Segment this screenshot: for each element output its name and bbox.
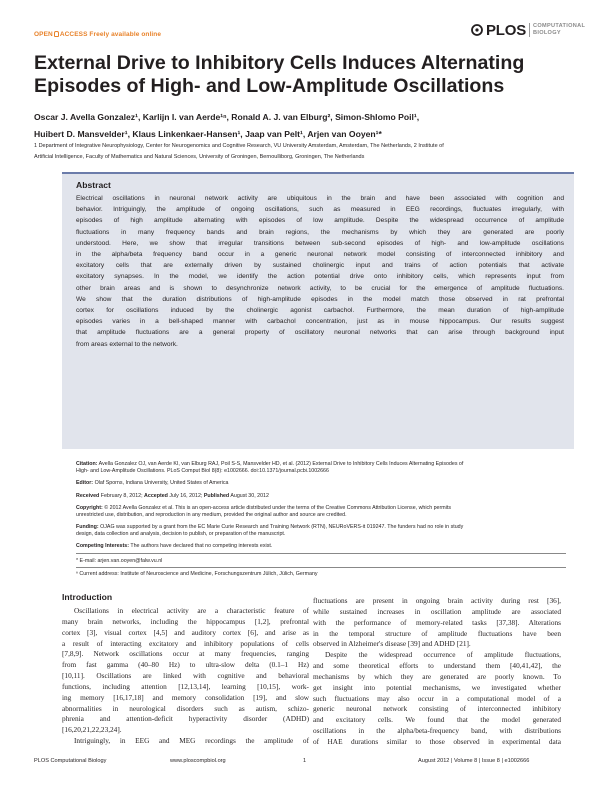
abstract-line: in the alpha/beta frequency band occur in a generic neuronal network model consisting of interconnected inhibitory and xyxy=(76,251,564,259)
abstract-line: excitatory synapses. In the model, we identify the action potential drive onto inhibitory cells, which represents input from xyxy=(76,273,564,281)
footer-issue: August 2012 | Volume 8 | Issue 8 | e1002666 xyxy=(418,758,530,764)
editor xyxy=(76,480,566,487)
citation-label: Citation: xyxy=(76,461,98,467)
body-line: of HAE durations similar to those observed in experimental data xyxy=(313,736,561,746)
author-line: Huibert D. Mansvelder¹, Klaus Linkenkaer-Hansen¹, Jaap van Pelt¹, Arjen van Ooyen¹* xyxy=(34,128,382,139)
title-line: External Drive to Inhibitory Cells Induces Alternating xyxy=(34,52,525,74)
abstract-heading: Abstract xyxy=(76,180,111,190)
body-line: from fast gamma (40–80 Hz) to ultra-slow delta (0.1–1 Hz) xyxy=(62,660,309,670)
funding-label: Funding: xyxy=(76,524,99,530)
competing-interests xyxy=(76,543,566,550)
body-line: cortex [3], visual cortex [4,5] and auditory cortex [6], and arise as xyxy=(62,627,309,637)
body-line: functions, including attention [12,13,14], learning [10,15], work- xyxy=(62,681,309,691)
abstract-line: episodes varies in a bell-shaped manner with carbachol concentration, just as in mouse hippocampus. Our results suggest xyxy=(76,318,564,326)
funding-text: OJAG was supported by a grant from the EC Marie Curie Research and Training Network (RTN), NEURoVERS-it 019247. The funders had no role in study xyxy=(100,524,464,530)
body-line: and excitatory cells. We found that the model generated xyxy=(313,715,561,725)
abstract-line: fluctuations in many frequency bands and brain regions, the mechanisms by which they are generated are poorly xyxy=(76,228,564,236)
abstract-line: cortex for oscillations induced by the cholinergic agonist carbachol. Furthermore, the mean duration of high-amplitude xyxy=(76,307,564,315)
author-line: Oscar J. Avella Gonzalez¹, Karlijn I. van Aerde¹ⁿ, Ronald A. J. van Elburg², Simon-Shlomo Poil¹, xyxy=(34,112,420,122)
abstract-line: understood. Here, we show that irregular transitions between sub-second episodes of high- and low-amplitude oscillations xyxy=(76,239,564,247)
received-date: February 8, 2012; xyxy=(100,493,143,499)
logo-divider xyxy=(529,23,530,37)
article-title xyxy=(34,52,574,98)
body-line: while sustained increases in oscillation amplitude are associated xyxy=(313,606,561,616)
abstract-line: episodes of high amplitude alternating with episodes of low amplitude. Despite the widespread occurrence of amplitude xyxy=(76,217,564,225)
copyright-label: Copyright: xyxy=(76,505,103,511)
abstract-line: that amplitude fluctuations are a general property of oscillatory neuronal networks that can arise through background input xyxy=(76,329,564,337)
published-label: Published xyxy=(203,493,230,499)
body-line: with the performance of memory-related tasks [37,38]. Alterations xyxy=(313,617,561,627)
editor-text: Olaf Sporns, Indiana University, United States of America xyxy=(94,480,229,486)
affiliation-line: 1 Department of Integrative Neurophysiology, Center for Neurogenomics and Cognitive Research, VU University Amsterdam, Amsterdam, The Netherlands, 2 Institute of xyxy=(34,143,444,149)
body-line: [16,20,21,22,23,24]. xyxy=(62,725,122,735)
body-line: fluctuations are present in ongoing brain activity during rest [36], xyxy=(313,596,561,605)
body-line: Oscillations in electrical activity are a characteristic feature of xyxy=(74,606,309,615)
body-line: ing memory [16,17,18] and memory consolidation [19], and slow xyxy=(62,692,309,702)
body-line: generic neuronal network consisting of interconnected inhibitory xyxy=(313,704,561,714)
body-line: observed in Alzheimer's disease [39] and ADHD [21]. xyxy=(313,639,471,649)
journal-name-line-2: BIOLOGY xyxy=(533,29,561,36)
body-line: mechanisms by which they are generated are poorly known. To xyxy=(313,671,561,681)
affiliations xyxy=(34,141,579,163)
copyright-text: unrestricted use, distribution, and reproduction in any medium, provided the original author and source are credited. xyxy=(76,512,347,519)
citation xyxy=(76,461,566,476)
accepted-label: Accepted xyxy=(144,493,168,499)
meta-divider xyxy=(76,567,566,568)
footer-url xyxy=(170,758,226,764)
editor-label: Editor: xyxy=(76,480,94,486)
journal-name-line-1: COMPUTATIONAL xyxy=(533,23,586,29)
meta-divider xyxy=(76,553,566,554)
introduction-heading: Introduction xyxy=(62,592,113,602)
funding xyxy=(76,524,566,539)
access-label: ACCESS Freely available online xyxy=(59,31,162,38)
competing-text: The authors have declared that no competing interests exist. xyxy=(130,543,273,549)
journal-name xyxy=(533,23,585,36)
right-column xyxy=(313,596,561,748)
footer-url-text: www.ploscompbiol.org xyxy=(170,758,226,764)
body-line: Intriguingly, in EEG and MEG recordings the amplitude of xyxy=(74,736,309,746)
open-label: OPEN xyxy=(34,31,53,38)
journal-logo xyxy=(418,22,586,40)
page-number: 1 xyxy=(303,758,307,764)
open-access-badge xyxy=(34,31,161,38)
citation-text: Avella Gonzalez OJ, van Aerde KI, van Elburg RAJ, Poil S-S, Mansvelder HD, et al. (2012) External Drive to Inhibitory Cells Induces Alternating Episodes of xyxy=(98,461,464,467)
body-line: oscillations in the alpha/beta-frequency band, with distributions xyxy=(313,726,561,736)
copyright xyxy=(76,505,566,520)
published-date: August 30, 2012 xyxy=(230,493,269,499)
correspondence-email: * E-mail: arjen.van.ooyen@falw.vu.nl xyxy=(76,558,163,564)
abstract-line: We show that the duration distributions of high-amplitude episodes in the model match those observed in rat prefrontal xyxy=(76,295,564,303)
citation-text: High- and Low-Amplitude Oscillations. PLoS Comput Biol 8(8): e1002666. doi:10.1371/journal.pcbi.1002666 xyxy=(76,468,329,475)
body-line: phrenia and attention-deficit hyperactivity disorder (ADHD) xyxy=(62,714,309,724)
left-column xyxy=(62,606,309,747)
affiliation-line: Artificial Intelligence, Faculty of Mathematics and Natural Sciences, University of Groningen, Bernoulliborg, Groningen, The Netherlands xyxy=(34,153,365,160)
body-line: [10,11]. Oscillations are linked with cognitive and behavioral xyxy=(62,671,309,681)
abstract-text xyxy=(76,193,564,350)
body-line: a result of interacting excitatory and inhibitory populations of cells xyxy=(62,638,309,648)
current-address: ⁿ Current address: Institute of Neuroscience and Medicine, Forschungszentrum Jülich, Jülich, Germany xyxy=(76,571,318,577)
copyright-text: © 2012 Avella Gonzalez et al. This is an open-access article distributed under the terms of the Creative Commons Attribution License, which permits xyxy=(104,505,451,511)
abstract-line: behavior. Intriguingly, the amplitude of ongoing oscillations, such as measured in EEG recordings, fluctuates irregularly, with xyxy=(76,206,564,214)
author-list xyxy=(34,109,579,142)
body-line: in the temporal structure of amplitude fluctuations have been xyxy=(313,628,561,638)
accepted-date: July 16, 2012; xyxy=(169,493,203,499)
plos-circle-icon xyxy=(471,24,483,36)
title-line: Episodes of High- and Low-Amplitude Oscillations xyxy=(34,75,505,97)
body-line: [7,8,9]. Network oscillations occur at many frequencies, ranging xyxy=(62,649,309,659)
body-line: such fluctuations may also occur in a computational model of a xyxy=(313,693,561,703)
abstract-line: Electrical oscillations in neuronal network activity are ubiquitous in the brain and have been associated with cognition and xyxy=(76,195,564,202)
body-line: abnormalities in neurological disorders such as autism, schizo- xyxy=(62,703,309,713)
body-line: and some theoretical efforts to understand them [40,41,42], the xyxy=(313,661,561,671)
footer-journal: PLOS Computational Biology xyxy=(34,758,107,764)
competing-label: Competing Interests: xyxy=(76,543,129,549)
received-label: Received xyxy=(76,493,100,499)
abstract-line: excitatory cells that are externally driven by sustained cholinergic input and trains of action potentials that activate xyxy=(76,262,564,270)
plos-wordmark: PLOS xyxy=(486,22,527,39)
dates xyxy=(76,493,566,500)
body-line: get insight into potential mechanisms, we investigated whether xyxy=(313,682,561,692)
body-line: Despite the widespread occurrence of amplitude fluctuations, xyxy=(325,650,561,660)
funding-text: design, data collection and analysis, decision to publish, or preparation of the manuscript. xyxy=(76,531,286,538)
lock-icon xyxy=(54,31,59,37)
body-line: many brain networks, including the hippocampus [1,2], prefrontal xyxy=(62,616,309,626)
abstract-line: from areas external to the network. xyxy=(76,340,178,348)
abstract-line: other brain areas and is shown to desynchronize network activity, to be crucial for the emergence of amplitude fluctuations. xyxy=(76,284,564,292)
